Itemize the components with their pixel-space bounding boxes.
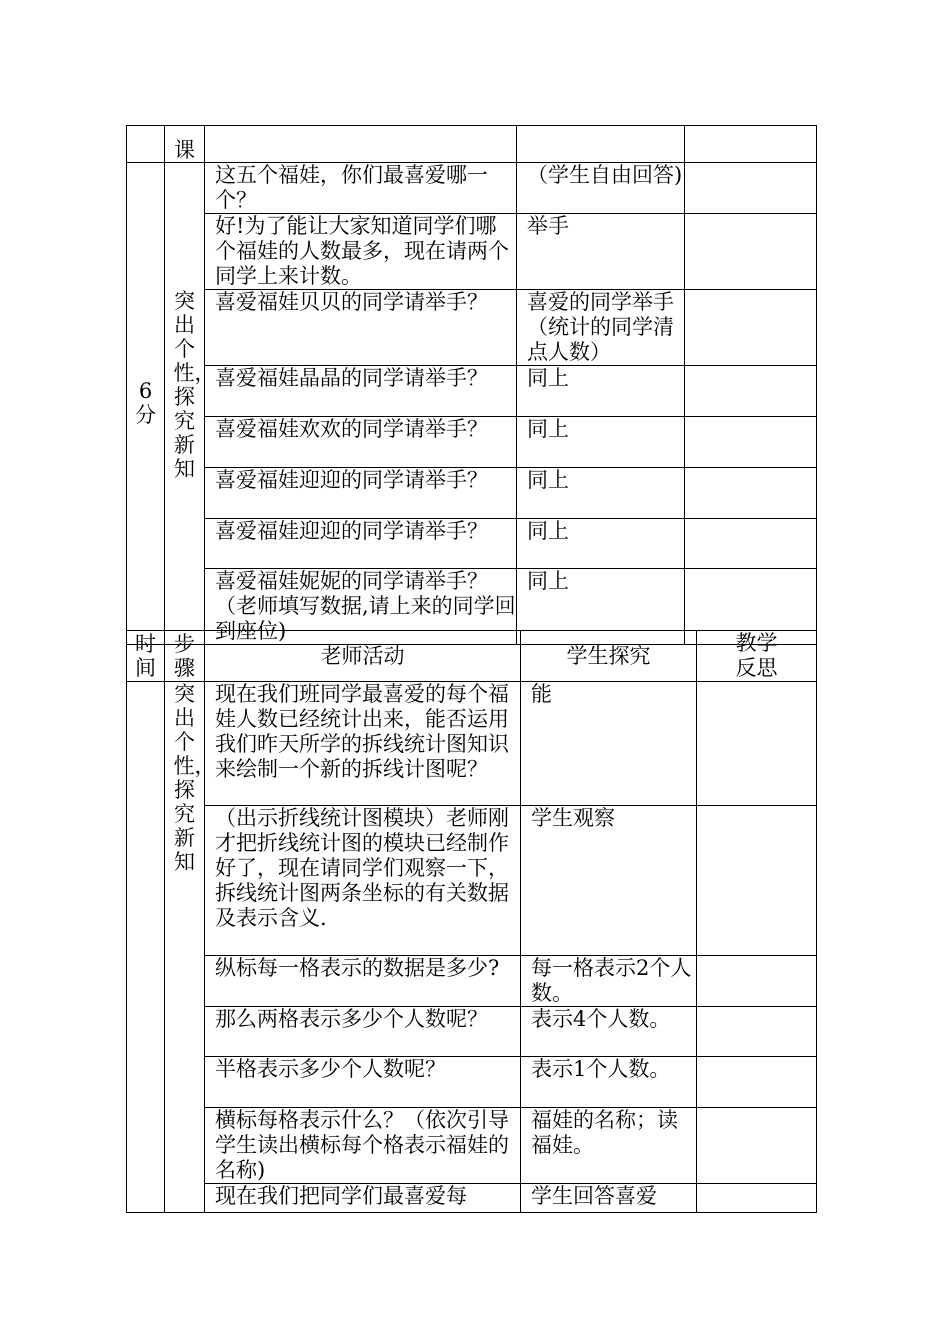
time-cell: 6分	[127, 163, 165, 645]
reflection-cell	[697, 1007, 817, 1057]
student-cell: 表示4个人数。	[521, 1007, 697, 1057]
teacher-cell: （出示折线统计图模块）老师刚才把折线统计图的模块已经制作好了，现在请同学们观察一下，拆线统计图两条坐标的有关数据及表示含义.	[205, 806, 521, 956]
table-row	[127, 1108, 817, 1184]
teacher-cell: 喜爱福娃迎迎的同学请举手？	[205, 468, 517, 519]
table-header-row	[127, 631, 817, 682]
student-cell: 福娃的名称；读福娃。	[521, 1108, 697, 1184]
reflection-cell	[685, 290, 817, 366]
reflection-cell	[697, 1057, 817, 1108]
teacher-cell	[205, 126, 517, 163]
reflection-cell	[685, 519, 817, 569]
reflection-cell	[685, 468, 817, 519]
reflection-cell	[697, 1108, 817, 1184]
student-cell	[517, 126, 685, 163]
teacher-cell: 这五个福娃，你们最喜爱哪一个？	[205, 163, 517, 214]
step-cell: 突出个性，探究新知	[165, 163, 205, 645]
reflection-cell	[697, 956, 817, 1007]
reflection-cell	[685, 366, 817, 417]
header-teacher: 老师活动	[205, 631, 521, 682]
table-row	[127, 163, 817, 214]
student-cell: 每一格表示2个人数。	[521, 956, 697, 1007]
teacher-cell: 喜爱福娃迎迎的同学请举手？	[205, 519, 517, 569]
table-row	[127, 366, 817, 417]
teacher-cell: 现在我们把同学们最喜爱每	[205, 1184, 521, 1213]
table-row	[127, 468, 817, 519]
header-student: 学生探究	[521, 631, 697, 682]
student-cell: 学生观察	[521, 806, 697, 956]
reflection-cell	[685, 417, 817, 468]
table-row	[127, 956, 817, 1007]
teacher-cell: 纵标每一格表示的数据是多少?	[205, 956, 521, 1007]
teacher-cell: 现在我们班同学最喜爱的每个福娃人数已经统计出来，能否运用我们昨天所学的拆线统计图知识来绘制一个新的拆线计图呢？	[205, 682, 521, 806]
step-cell: 突出个性，探究新知	[165, 682, 205, 1213]
teacher-cell: 好!为了能让大家知道同学们哪个福娃的人数最多，现在请两个同学上来计数。	[205, 214, 517, 290]
time-cell	[127, 682, 165, 1213]
lesson-table-top	[126, 125, 817, 645]
table-row	[127, 806, 817, 956]
teacher-cell: 半格表示多少个人数呢？	[205, 1057, 521, 1108]
table-row	[127, 519, 817, 569]
header-time: 时间	[127, 631, 165, 682]
teacher-cell: 喜爱福娃欢欢的同学请举手？	[205, 417, 517, 468]
lesson-table-bottom	[126, 630, 817, 1213]
teacher-cell: 喜爱福娃贝贝的同学请举手？	[205, 290, 517, 366]
header-step: 步骤	[165, 631, 205, 682]
student-cell: 同上	[517, 569, 685, 645]
table-row	[127, 290, 817, 366]
student-cell: 学生回答喜爱	[521, 1184, 697, 1213]
reflection-cell	[697, 806, 817, 956]
header-reflection: 教学反思	[697, 631, 817, 682]
teacher-cell: 那么两格表示多少个人数呢？	[205, 1007, 521, 1057]
student-cell: 同上	[517, 519, 685, 569]
time-cell	[127, 126, 165, 163]
student-cell: 同上	[517, 417, 685, 468]
table-row	[127, 1184, 817, 1213]
teacher-cell: 横标每格表示什么？（依次引导学生读出横标每个格表示福娃的名称)	[205, 1108, 521, 1184]
student-cell: 能	[521, 682, 697, 806]
table-row	[127, 417, 817, 468]
student-cell: 同上	[517, 468, 685, 519]
student-cell: 举手	[517, 214, 685, 290]
reflection-cell	[685, 163, 817, 214]
step-cell: 课	[165, 126, 205, 163]
student-cell: 同上	[517, 366, 685, 417]
table-row	[127, 1057, 817, 1108]
reflection-cell	[697, 1184, 817, 1213]
table-row	[127, 682, 817, 806]
student-cell: 喜爱的同学举手（统计的同学清点人数）	[517, 290, 685, 366]
reflection-cell	[685, 126, 817, 163]
student-cell: 表示1个人数。	[521, 1057, 697, 1108]
reflection-cell	[685, 214, 817, 290]
student-cell: （学生自由回答)	[517, 163, 685, 214]
table-row	[127, 1007, 817, 1057]
table-row	[127, 126, 817, 163]
table-row	[127, 214, 817, 290]
teacher-cell: 喜爱福娃妮妮的同学请举手？（老师填写数据,请上来的同学回到座位)	[205, 569, 517, 645]
reflection-cell	[697, 682, 817, 806]
teacher-cell: 喜爱福娃晶晶的同学请举手？	[205, 366, 517, 417]
